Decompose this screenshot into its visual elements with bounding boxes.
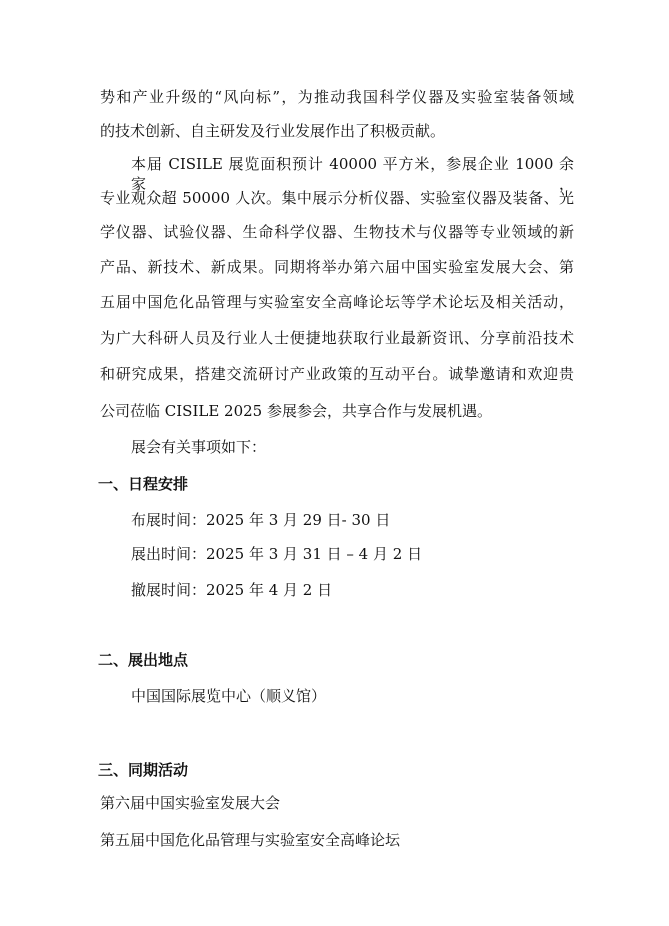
schedule-item: 布展时间：2025 年 3 月 29 日- 30 日 (131, 511, 391, 529)
paragraph-line: 势和产业升级的“风向标”，为推动我国科学仪器及实验室装备领域 (100, 88, 574, 106)
event-item: 第五届中国危化品管理与实验室安全高峰论坛 (100, 831, 401, 849)
paragraph-line: 产品、新技术、新成果。同期将举办第六届中国实验室发展大会、第 (100, 258, 574, 276)
paragraph-line: 和研究成果，搭建交流研讨产业政策的互动平台。诚挚邀请和欢迎贵 (100, 365, 574, 383)
paragraph-line: 专业观众超 50000 人次。集中展示分析仪器、实验室仪器及装备、光 (100, 189, 574, 207)
venue-item: 中国国际展览中心（顺义馆） (131, 687, 327, 705)
event-item: 第六届中国实验室发展大会 (100, 794, 281, 812)
intro-line: 展会有关事项如下： (131, 438, 267, 456)
section-heading-venue: 二、展出地点 (98, 651, 189, 669)
schedule-item: 撤展时间：2025 年 4 月 2 日 (131, 581, 333, 599)
paragraph-line: 公司莅临 CISILE 2025 参展参会，共享合作与发展机遇。 (100, 402, 492, 420)
schedule-item: 展出时间：2025 年 3 月 31 日 – 4 月 2 日 (131, 545, 423, 563)
paragraph-line: 为广大科研人员及行业人士便捷地获取行业最新资讯、分享前沿技术 (100, 329, 574, 347)
paragraph-line: 本届 CISILE 展览面积预计 40000 平方米，参展企业 1000 余家， (131, 155, 574, 193)
paragraph-line: 学仪器、试验仪器、生命科学仪器、生物技术与仪器等专业领域的新 (100, 223, 574, 241)
section-heading-events: 三、同期活动 (98, 761, 189, 779)
paragraph-line: 的技术创新、自主研发及行业发展作出了积极贡献。 (100, 122, 446, 140)
section-heading-schedule: 一、日程安排 (98, 475, 189, 493)
paragraph-line: 五届中国危化品管理与实验室安全高峰论坛等学术论坛及相关活动， (100, 293, 574, 311)
